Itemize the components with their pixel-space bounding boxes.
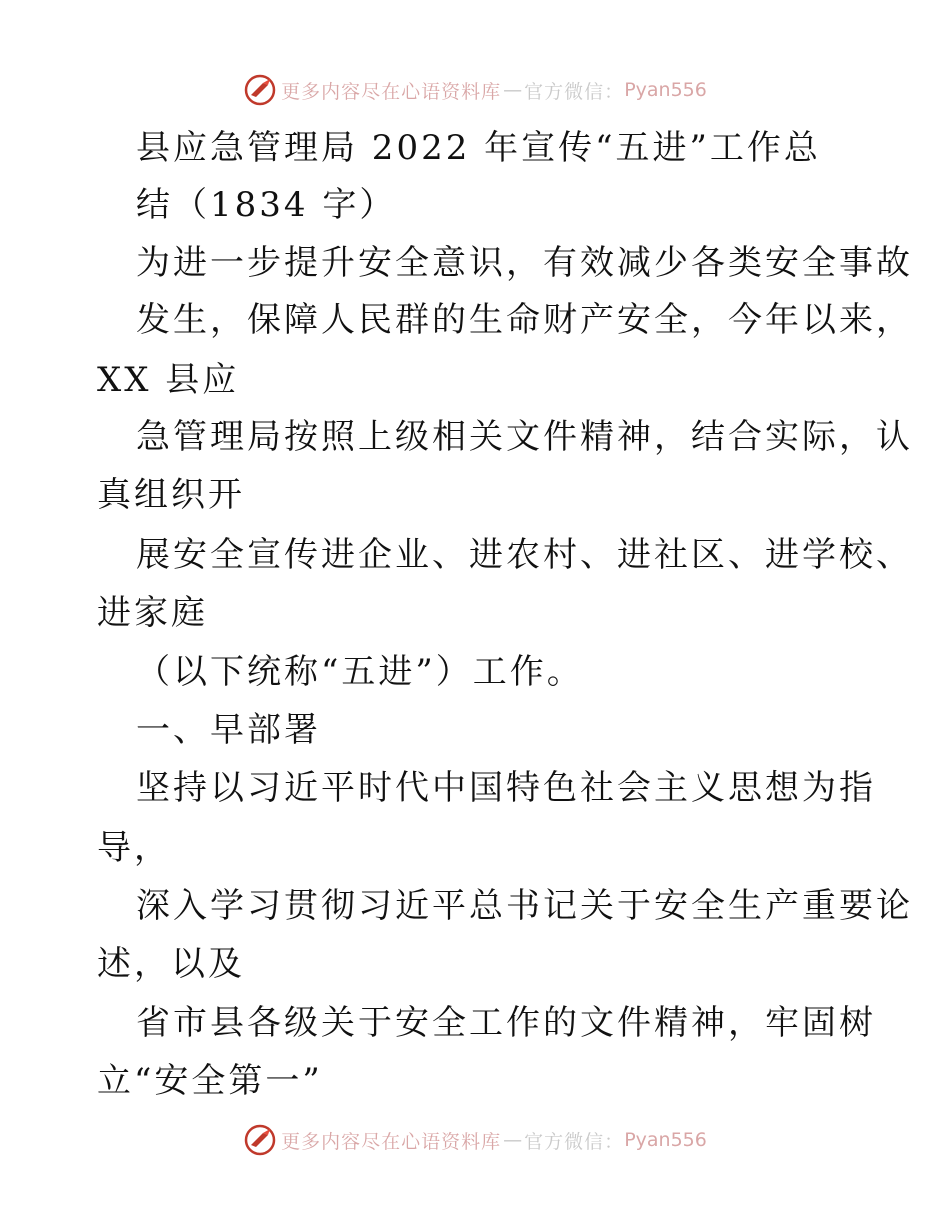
watermark-text: 更多内容尽在心语资料库 [281, 80, 502, 103]
logo-icon [243, 1123, 277, 1157]
paragraph-line: 发生，保障人民群的生命财产安全，今年以来， [136, 300, 913, 340]
paragraph-line: 深入学习贯彻习近平总书记关于安全生产重要论 [136, 886, 913, 926]
watermark-wechat-id: Pyan556 [624, 79, 707, 101]
paragraph-line: 进家庭 [97, 593, 208, 633]
paragraph-line: 立“安全第一” [97, 1061, 323, 1101]
paragraph-line: 述，以及 [97, 944, 245, 984]
watermark-wechat-label: 官方微信： [524, 80, 625, 103]
watermark-wechat-label: 官方微信： [524, 1130, 625, 1153]
paragraph-line: 展安全宣传进企业、进农村、进社区、进学校、 [136, 535, 913, 575]
watermark-separator: — [503, 1129, 523, 1151]
watermark-separator: — [503, 79, 523, 101]
paragraph-line: 急管理局按照上级相关文件精神，结合实际，认 [136, 417, 913, 457]
paragraph-line: 坚持以习近平时代中国特色社会主义思想为指 [136, 768, 876, 808]
header-watermark [0, 70, 950, 110]
document-title-line-1: 县应急管理局 2022 年宣传“五进”工作总 [136, 128, 821, 168]
paragraph-line: 为进一步提升安全意识，有效减少各类安全事故 [136, 243, 913, 283]
watermark-text: 更多内容尽在心语资料库 [281, 1130, 502, 1153]
footer-watermark [0, 1120, 950, 1160]
watermark-wechat-id: Pyan556 [624, 1129, 707, 1151]
section-heading: 一、早部署 [136, 710, 321, 750]
paragraph-line: （以下统称“五进”）工作。 [136, 652, 584, 692]
paragraph-line: 真组织开 [97, 475, 245, 515]
paragraph-line: 导， [97, 828, 171, 868]
document-title-line-2: 结（1834 字） [136, 185, 397, 225]
paragraph-line: XX 县应 [97, 360, 240, 400]
logo-icon [243, 73, 277, 107]
paragraph-line: 省市县各级关于安全工作的文件精神，牢固树 [136, 1003, 876, 1043]
